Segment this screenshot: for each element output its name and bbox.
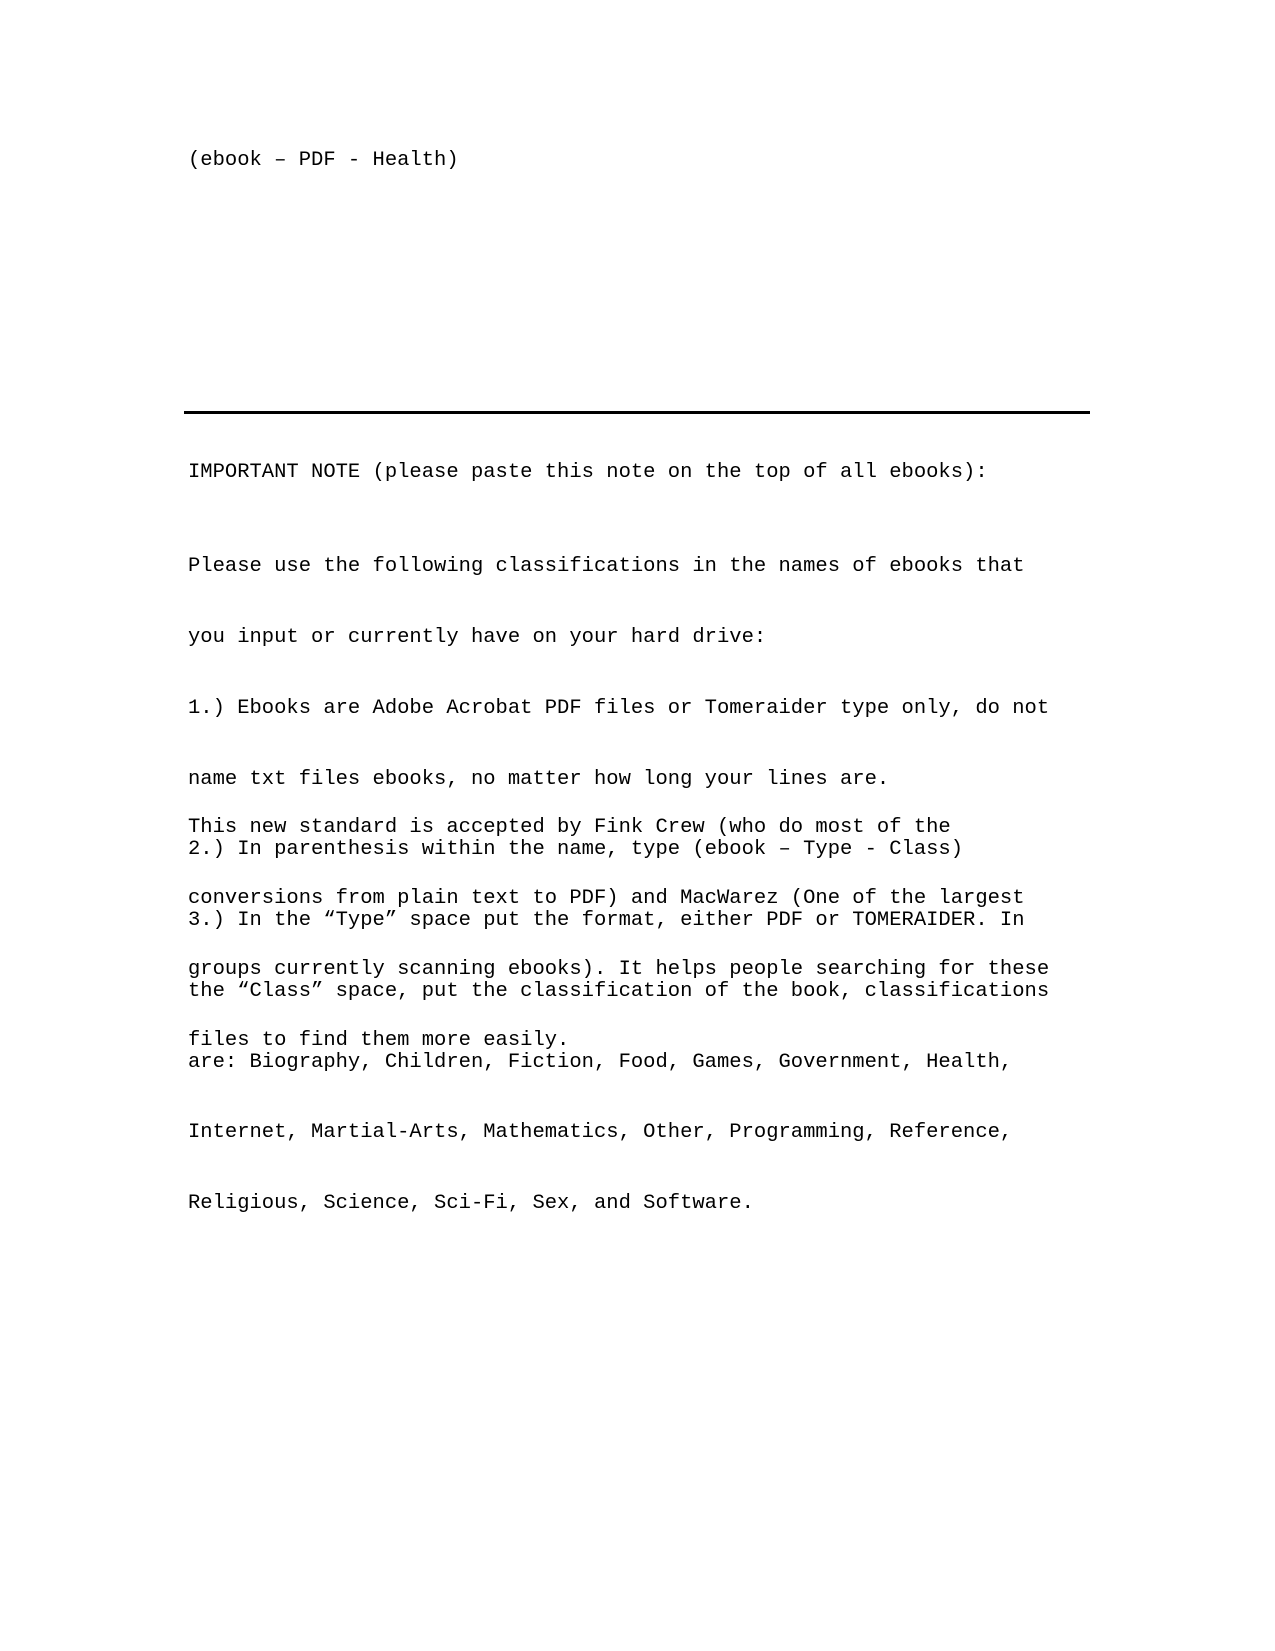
- paragraph-line: Religious, Science, Sci-Fi, Sex, and Software.: [188, 1192, 754, 1216]
- important-note-title: IMPORTANT NOTE (please paste this note on the top of all ebooks):: [188, 461, 988, 484]
- paragraph-line: the “Class” space, put the classification of the book, classifications: [188, 979, 1050, 1003]
- paragraph-line: are: Biography, Children, Fiction, Food, Games, Government, Health,: [188, 1050, 1013, 1074]
- paragraph-line: 3.) In the “Type” space put the format, either PDF or TOMERAIDER. In: [188, 909, 1025, 933]
- ebook-classification-tag: (ebook – PDF - Health): [188, 149, 459, 172]
- paragraph-line: Internet, Martial-Arts, Mathematics, Other, Programming, Reference,: [188, 1121, 1013, 1145]
- paragraph-line: Please use the following classifications in the names of ebooks that: [188, 555, 1025, 579]
- paragraph-line: groups currently scanning ebooks). It helps people searching for these: [188, 957, 1050, 981]
- paragraph-line: conversions from plain text to PDF) and MacWarez (One of the largest: [188, 886, 1025, 910]
- horizontal-rule: [184, 411, 1090, 414]
- paragraph-line: This new standard is accepted by Fink Crew (who do most of the: [188, 816, 951, 840]
- paragraph-line: you input or currently have on your hard drive:: [188, 625, 767, 649]
- paragraph-line: 2.) In parenthesis within the name, type (ebook – Type - Class): [188, 838, 964, 862]
- paragraph-line: 1.) Ebooks are Adobe Acrobat PDF files or Tomeraider type only, do not: [188, 696, 1050, 720]
- paragraph-line: files to find them more easily.: [188, 1028, 570, 1052]
- note-paragraph-standard: [188, 769, 1049, 1099]
- paragraph-line: name txt files ebooks, no matter how long your lines are.: [188, 767, 890, 791]
